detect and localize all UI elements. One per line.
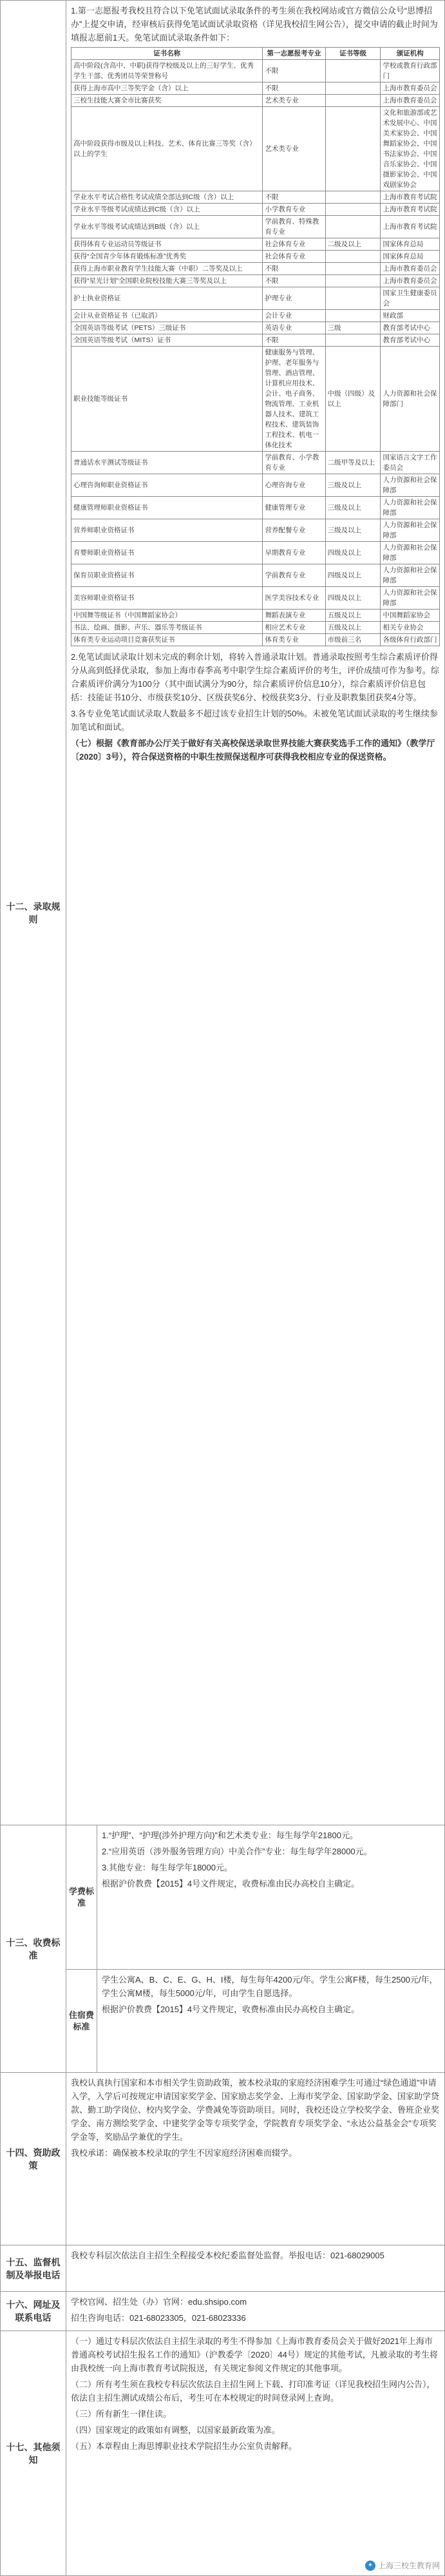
section-17-content [66,2331,445,2576]
certificate-major: 不限 [263,334,325,347]
certificate-row [71,238,440,251]
certificate-row [71,334,440,347]
certificate-major: 不限 [263,263,325,275]
certificate-row [71,587,440,610]
certificate-level: 三级及以上 [325,474,381,497]
certificate-level: 二级及以上 [325,238,381,251]
section-13-tuition-row [1,1825,445,1970]
section-12-content [66,1,445,1825]
certificate-issuer: 各级体育行政部门 [381,634,440,646]
certificate-name: 获得“全国青少年体育锻炼标准”优秀奖 [71,251,263,263]
dorm-line: 学生公寓A、B、C、E、G、H、I楼，每生每年4200元/年。学生公寓F楼，每生2500元/年，学生公寓M楼，每生5000元/年，可由学生自愿选择。 [102,1975,438,1998]
certificate-row [71,60,440,82]
certificate-row [71,322,440,334]
certificate-issuer: 国家体育总局 [381,238,440,251]
certificate-row [71,474,440,497]
certificate-issuer: 国家体育总局 [381,251,440,263]
certificate-issuer: 中国舞蹈家协会 [381,610,440,622]
certificate-level: 三级及以上 [325,519,381,542]
section-12-paragraph-2: 2.免笔试面试录取计划未完成的剩余计划，将转入普通录取计划。普通录取按照考生综合素质评价得分从高到低择优录取，参加上海市春季高考中职学生综合素质评价的考生，评价成绩可作为参考。综合素质评价满分为100分（其中面试满分为90分，综合素质评价信息10分），综合素质评价信息包括：技能证书10分、市级获奖10分、区级获奖6分、校级获奖3分、行业及职教集团获奖4分等。 [71,652,440,702]
certificate-level: 五级及以上 [325,610,381,622]
certificate-major: 英语专业 [263,322,325,334]
section-12-row [1,1,445,1825]
tuition-content [97,1825,445,1970]
certificate-level: 二级甲等及以上 [325,452,381,474]
certificate-issuer: 人力资源和社会保障部 [381,474,440,497]
section-12-intro: 1.第一志愿报考我校且符合以下免笔试面试录取条件的考生须在我校网站或官方微信公众号“思博招办”上提交申请，经审核后获得免笔试面试录取资格（详见我校招生网公告），提交申请的截止时间为填报志愿前1天。免笔试面试录取条件如下： [71,6,438,43]
certificate-issuer: 人力资源和社会保障部 [381,587,440,610]
section-15-content [66,2245,445,2292]
certificate-name: 获得上海市高中三等奖学金（含）以上 [71,82,263,95]
certificate-issuer: 人力资源和社会保障部门 [381,347,440,452]
certificate-name: 育婴师职业资格证书 [71,542,263,564]
certificate-name: 美容师职业资格证书 [71,587,263,610]
certificate-major: 社会体育专业 [263,238,325,251]
certificate-major: 相应艺术专业 [263,622,325,634]
certificate-major: 营养配餐专业 [263,519,325,542]
notice-line: （一）通过专科层次依法自主招生录取的考生不得参加《上海市教育委员会关于做好2021年上海市普通高校考试招生报名工作的通知》（沪教委学〔2020〕44号）规定的其他考试，凡被录取的考生将由我校统一向上海市教育考试院报送，有关规定参阅文件规定的其他事项。 [71,2336,438,2373]
certificate-level: 三级 [325,322,381,334]
certificate-name: 高中阶段获得市级及以上科技、艺术、体育比赛三等奖（含）以上的学生 [71,107,263,191]
certificate-major: 学前教育、特殊教育专业 [263,216,325,238]
certificate-issuer: 人力资源和社会保障部 [381,564,440,587]
certificate-row [71,634,440,646]
certificate-issuer: 上海市教育委员会 [381,275,440,287]
notice-line: （三）所有新生一律住读。 [71,2409,172,2419]
header-level: 证书等级 [325,48,381,60]
phone-line: 招生咨询电话：021-68023305，021-68023336 [71,2313,246,2323]
certificate-level: 市级前三名 [325,634,381,646]
certificate-level [325,275,381,287]
certificate-issuer: 上海市教育考试院 [381,191,440,204]
certificate-major: 医学美容技术专业 [263,587,325,610]
notice-line: （四）国家规定的政策如有调整，以国家最新政策为准。 [71,2425,281,2435]
certificate-issuer: 国家卫生健康委员会 [381,287,440,310]
certificate-level [325,216,381,238]
section-12-paragraph-3: 3.各专业免笔试面试录取人数最多不超过该专业招生计划的50%。未被免笔试面试录取的考生继续参加笔试和面试。 [71,709,438,732]
certificate-name: 会计从业资格证书（已取消） [71,310,263,322]
certificate-issuer: 财政部 [381,310,440,322]
certificate-table-body [71,60,440,646]
certificate-name: 书法、绘画、摄影、声乐、器乐等考级证书 [71,622,263,634]
certificate-name: 健康管理师职业资格证书 [71,497,263,519]
certificate-row [71,542,440,564]
certificate-level [325,95,381,107]
tuition-line: 根据沪价教费【2015】4号文件规定，收费标准由民办高校自主确定。 [102,1879,360,1889]
header-certificate: 证书名称 [71,48,263,60]
section-14-content [66,2073,445,2245]
certificate-major: 艺术类专业 [263,95,325,107]
section-16-content [66,2292,445,2331]
certificate-level: 四级及以上 [325,587,381,610]
certificate-name: 护士执业资格证 [71,287,263,310]
certificate-row [71,347,440,452]
certificate-issuer: 上海市教育考试院 [381,204,440,216]
certificate-name: 学业水平等级考试成绩达到C级（含）以上 [71,204,263,216]
certificate-major: 护理专业 [263,287,325,310]
certificate-level [325,60,381,82]
certificate-major: 学前教育、小学教育专业 [263,452,325,474]
certificate-name: 普通话水平测试等级证书 [71,452,263,474]
certificate-level [325,251,381,263]
certificate-name: 获得上海市职业教育学生技能大赛（中职）二等奖及以上 [71,263,263,275]
certificate-major: 早期教育专业 [263,542,325,564]
certificate-level [325,287,381,310]
section-15-label: 十五、监督机制及举报电话 [1,2245,66,2292]
section-17-label: 十七、其他须知 [1,2331,66,2576]
certificate-issuer: 教育部考试中心 [381,322,440,334]
certificate-major: 不限 [263,191,325,204]
certificate-name: 高中阶段(含高中、中职)获得学校级及以上的三好学生、优秀学生干部、优秀团员等荣誉称号 [71,60,263,82]
certificate-row [71,204,440,216]
certificate-row [71,622,440,634]
section-13-label: 十三、收费标准 [1,1825,66,2073]
certificate-major: 健康服务与管理、护理、老年服务与管理、酒店管理、计算机应用技术、会计、电子商务、物流管理、工业机器人技术、建筑工程技术、建筑装饰工程技术、机电一体化技术 [263,347,325,452]
certificate-major: 小学教育专业 [263,204,325,216]
header-major: 第一志愿报考专业 [263,48,325,60]
certificate-name: 营养师职业资格证书 [71,519,263,542]
dorm-fee-content [97,1970,445,2073]
certificate-issuer: 上海市教育委员会 [381,95,440,107]
aid-line: 我校认真执行国家和本市相关学生资助政策，被本校录取的家庭经济困难学生可通过“绿色通道”申请入学，入学后可按规定申请国家奖学金、国家励志奖学金、上海市奖学金、国家助学金、国家助学贷款、勤工助学岗位、校内奖学金、学费减免等资助项目。同时，我校还设立学校奖学金、鲁班企业奖学金、南方测绘奖学金、中建奖学金等专项奖学金，学院教育专项奖学金、“永达公益基金会”专项奖学金等，奖励品学兼优的学生。 [71,2078,440,2142]
section-14-label: 十四、资助政策 [1,2073,66,2245]
certificate-name: 获得体育专业运动员等级证书 [71,238,263,251]
notice-line: （二）所有考生须在我校专科层次依法自主招生网上下载、打印准考证（详见我校招生网内公告），依法自主招生测试成绩公布后，考生可在本校规定的时间登录网上查询。 [71,2379,435,2403]
certificate-row [71,610,440,622]
certificate-major: 体育类专业 [263,634,325,646]
certificate-row [71,216,440,238]
certificate-name: 中国舞等级证书（中国舞蹈家协会） [71,610,263,622]
certificate-major: 社会体育专业 [263,251,325,263]
certificate-level: 三级及以上 [325,497,381,519]
certificate-row [71,191,440,204]
tuition-label: 学费标准 [66,1825,97,1970]
watermark [365,2560,440,2571]
certificate-row [71,107,440,191]
certificate-name: 获得“星光计划”全国职业院校技能大赛三等奖及以上 [71,275,263,287]
certificate-name: 全国英语等级考试（PETS）三级证书 [71,322,263,334]
certificate-level: 中级（四级）及以上 [325,347,381,452]
certificate-name: 三校生技能大赛全市比赛获奖 [71,95,263,107]
certificate-major: 不限 [263,60,325,82]
wechat-icon: ✦ [365,2561,375,2571]
certificate-level [325,82,381,95]
certificate-issuer: 文化和旅游部或艺术发展中心、中国美术家协会、中国舞蹈家协会、中国书法家协会、中国音乐家协会、中国摄影家协会、中国戏剧家协会 [381,107,440,191]
section-12-label: 十二、录取规则 [1,1,66,1825]
certificate-row [71,251,440,263]
certificate-major: 不限 [263,275,325,287]
certificate-level: 四级及以上 [325,564,381,587]
certificate-level: 五级及以上 [325,622,381,634]
section-16-label: 十六、网址及联系电话 [1,2292,66,2331]
tuition-line: 1.“护理”、“护理(涉外护理方向)”和艺术类专业：每生每学年21800元。 [102,1831,358,1840]
certificate-name: 心理咨询师职业资格证书 [71,474,263,497]
certificate-level [325,310,381,322]
certificate-row [71,95,440,107]
section-16-row [1,2292,445,2331]
tuition-line: 3.其他专业：每生每学年18000元。 [102,1863,232,1872]
certificate-issuer: 上海市教育委员会 [381,263,440,275]
certificate-major: 舞蹈表演专业 [263,610,325,622]
certificate-major: 心理咨询专业 [263,474,325,497]
certificate-level [325,263,381,275]
certificate-name: 全国英语等级考试（MITS）证书 [71,334,263,347]
aid-line: 我校承诺：确保被本校录取的学生不因家庭经济困难而辍学。 [71,2148,298,2158]
certificate-level: 四级及以上 [325,542,381,564]
certificate-row [71,263,440,275]
watermark-text: 上海三校生教育网 [377,2561,440,2570]
certificate-table-header [71,48,440,60]
certificate-level [325,107,381,191]
certificate-level [325,191,381,204]
certificate-major: 健康管理专业 [263,497,325,519]
certificate-name: 保育员职业资格证书 [71,564,263,587]
certificate-issuer: 人力资源和社会保障部 [381,542,440,564]
certificate-row [71,452,440,474]
website-line: 学校官网、招生处（办）官网：edu.shsipo.com [71,2297,247,2307]
certificate-name: 职业技能等级证书 [71,347,263,452]
certificate-issuer: 相关专业协会 [381,622,440,634]
certificate-row [71,310,440,322]
certificate-row [71,82,440,95]
section-17-row [1,2331,445,2576]
exemption-certificate-table [71,47,440,646]
certificate-issuer: 学校或教育行政部门 [381,60,440,82]
header-issuer: 颁证机构 [381,48,440,60]
supervision-text: 我校专科层次依法自主招生全程接受本校纪委监督处监督。举报电话：021-68029005 [71,2251,384,2260]
section-13-dorm-row [1,1970,445,2073]
certificate-major: 艺术类专业 [263,107,325,191]
certificate-row [71,564,440,587]
certificate-issuer: 国家语言文字工作委员会 [381,452,440,474]
certificate-row [71,497,440,519]
certificate-issuer: 人力资源和社会保障部 [381,519,440,542]
certificate-major: 学前教育专业 [263,564,325,587]
notice-line: （五）本章程由上海思博职业技术学院招生办公室负责解释。 [71,2441,298,2451]
section-14-row [1,2073,445,2245]
section-15-row [1,2245,445,2292]
certificate-level [325,334,381,347]
tuition-line: 2.“应用英语（涉外服务管理方向）中美合作”专业：每生每学年28000元。 [102,1847,372,1856]
certificate-name: 体育类专业运动项目竞赛获奖证书 [71,634,263,646]
certificate-level [325,204,381,216]
dorm-line: 根据沪价教费【2015】4号文件规定，收费标准由民办高校自主确定。 [102,2004,360,2014]
certificate-row [71,287,440,310]
certificate-name: 学业水平等级考试成绩达到B级（含）以上 [71,216,263,238]
dorm-fee-label: 住宿费标准 [66,1970,97,2073]
certificate-issuer: 教育部考试中心 [381,334,440,347]
certificate-issuer: 人力资源和社会保障部 [381,497,440,519]
certificate-issuer: 上海市教育委员会 [381,82,440,95]
certificate-major: 不限 [263,82,325,95]
certificate-major: 会计专业 [263,310,325,322]
certificate-row [71,275,440,287]
certificate-name: 学业水平考试合格性考试成绩全部达到C级（含）以上 [71,191,263,204]
certificate-row [71,519,440,542]
certificate-issuer: 上海市教育考试院 [381,216,440,238]
section-12-notice: （七）根据《教育部办公厅关于做好有关高校保送录取世界技能大赛获奖选手工作的通知》（教学厅〔2020〕3号），符合保送资格的中职生按照保送程序可获得我校相应专业的保送资格。 [71,738,435,762]
